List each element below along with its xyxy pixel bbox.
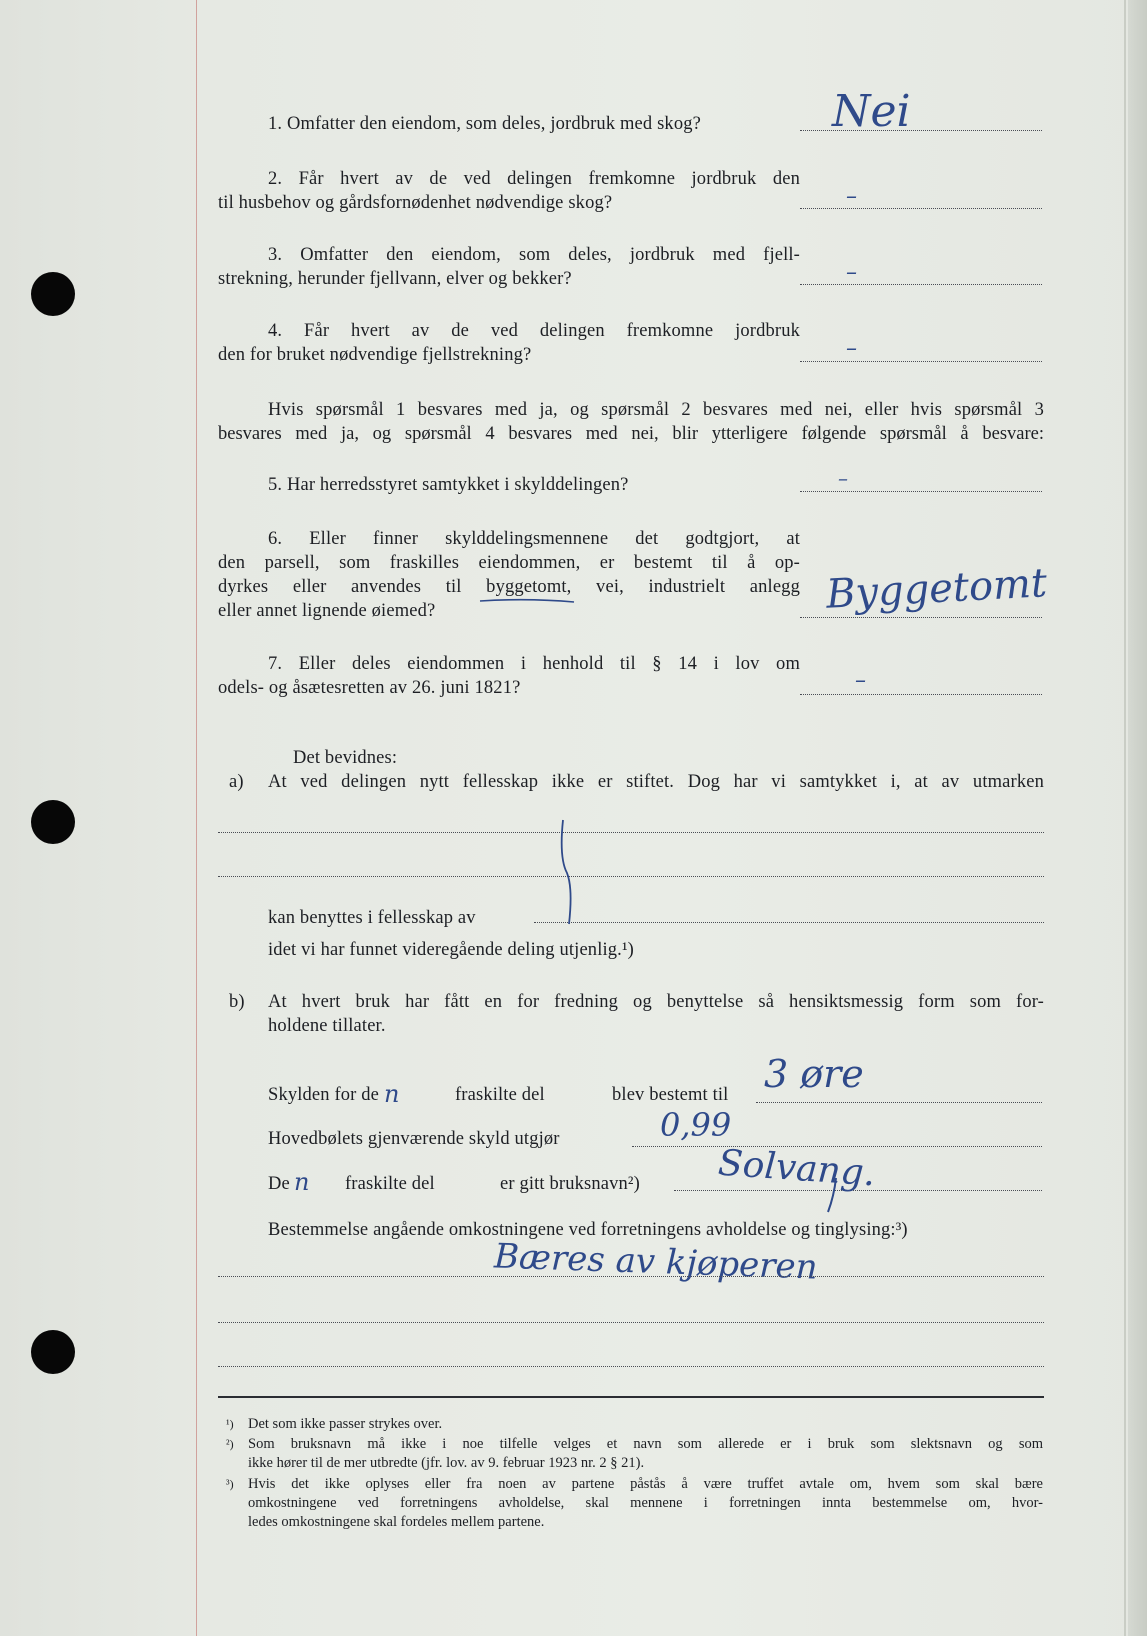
skylden-label-c: blev bestemt til (612, 1085, 729, 1105)
answer-q3: – (846, 260, 857, 285)
question-2-line2: til husbehov og gårdsfornødenhet nødvendige skog? (218, 193, 613, 213)
underline-mark (478, 596, 578, 606)
fill-line (218, 1366, 1044, 1367)
skylden-label-a: Skylden for de (268, 1085, 380, 1105)
answer-line (800, 491, 1042, 492)
question-6-line1: 6. Eller finner skylddelingsmennene det godtgjort, at (268, 529, 800, 549)
question-6-line3: dyrkes eller anvendes til byggetomt, vei, industrielt anlegg (218, 577, 800, 597)
fill-line (534, 922, 1044, 923)
fill-line (218, 832, 1044, 833)
condition-line2: besvares med ja, og spørsmål 4 besvares med nei, blir ytterligere følgende spørsmål å besvare: (218, 424, 1044, 444)
bruk-label-b: fraskilte del (345, 1174, 435, 1194)
question-4-line2: den for bruket nødvendige fjellstrekning? (218, 345, 532, 365)
question-4-line1: 4. Får hvert av de ved delingen fremkomne jordbruk (268, 321, 800, 341)
certify-heading: Det bevidnes: (293, 748, 398, 768)
item-a-label: a) (229, 772, 244, 792)
bruk-label-c: er gitt bruksnavn²) (500, 1174, 640, 1194)
answer-q1: Nei (832, 86, 911, 137)
question-6-line2: den parsell, som fraskilles eiendommen, er bestemt til å op- (218, 553, 800, 573)
bruk-hw-n: n (294, 1168, 310, 1196)
fill-line (218, 876, 1044, 877)
answer-q2: – (846, 184, 857, 209)
page-edge (1128, 0, 1147, 1636)
question-3-line1: 3. Omfatter den eiendom, som deles, jordbruk med fjell- (268, 245, 800, 265)
item-b-text2: holdene tillater. (268, 1016, 386, 1036)
skylden-label-b: fraskilte del (455, 1085, 545, 1105)
bracket-mark (555, 818, 585, 928)
omk-value: Bæres av kjøperen (493, 1236, 819, 1288)
fill-line (632, 1146, 1042, 1147)
condition-line1: Hvis spørsmål 1 besvares med ja, og spørsmål 2 besvares med nei, eller hvis spørsmål 3 (268, 400, 1044, 420)
item-a-line4: idet vi har funnet videregående deling utjenlig.¹) (268, 940, 634, 960)
hoved-label: Hovedbølets gjenværende skyld utgjør (268, 1129, 560, 1149)
question-2-line1: 2. Får hvert av de ved delingen fremkomne jordbruk den (268, 169, 800, 189)
skylden-value: 3 øre (764, 1052, 864, 1096)
answer-line (800, 284, 1042, 285)
footnote-1: ¹) Det som ikke passer strykes over. (226, 1416, 443, 1432)
question-7-line2: odels- og åsætesretten av 26. juni 1821? (218, 678, 521, 698)
punch-hole (31, 800, 75, 844)
question-6-line4: eller annet lignende øiemed? (218, 601, 436, 621)
fill-line (218, 1276, 1044, 1277)
fill-line (218, 1322, 1044, 1323)
question-1: 1. Omfatter den eiendom, som deles, jordbruk med skog? (268, 114, 701, 134)
footnote-3: ³) Hvis det ikke oplyses eller fra noen av partene påstås å være truffet avtale om, hvem som skal bære omkostningene ved forretningens avholdelse, skal mennene i forretningen innta bestemmelse om, hvor- ledes omkostningene skal fordeles mellem partene. (226, 1476, 1043, 1530)
punch-hole (31, 272, 75, 316)
answer-q6: Byggetomt (824, 560, 1049, 618)
answer-line (800, 361, 1042, 362)
bruk-value: Solvang. (716, 1142, 877, 1195)
omk-label: Bestemmelse angående omkostningene ved forretningens avholdelse og tinglysing:³) (268, 1220, 908, 1240)
question-3-line2: strekning, herunder fjellvann, elver og bekker? (218, 269, 572, 289)
question-5: 5. Har herredsstyret samtykket i skylddelingen? (268, 475, 629, 495)
footnote-divider (218, 1396, 1044, 1398)
page-crease (1124, 0, 1126, 1636)
punch-hole (31, 1330, 75, 1374)
answer-line (800, 694, 1042, 695)
answer-q7: – (855, 668, 866, 693)
question-7-line1: 7. Eller deles eiendommen i henhold til § 14 i lov om (268, 654, 800, 674)
item-b-text1: At hvert bruk har fått en for fredning og benyttelse så hensiktsmessig form som for- (268, 992, 1044, 1012)
item-b-label: b) (229, 992, 245, 1012)
ink-stroke (824, 1176, 844, 1216)
answer-q4: – (846, 336, 857, 361)
bruk-label-a: De (268, 1174, 290, 1194)
answer-q5: – (838, 466, 848, 490)
item-a-text: At ved delingen nytt fellesskap ikke er stiftet. Dog har vi samtykket i, at av utmarken (268, 772, 1044, 792)
item-a-line3: kan benyttes i fellesskap av (268, 908, 476, 928)
footnote-2: ²) Som bruksnavn må ikke i noe tilfelle velges et navn som allerede er i bruk som slektsnavn og som ikke hører til de mer utbredte (jfr. lov. av 9. februar 1923 nr. 2 § 21). (226, 1436, 1043, 1471)
answer-line (800, 208, 1042, 209)
skylden-hw-n: n (384, 1080, 400, 1108)
margin-line (196, 0, 197, 1636)
hoved-value: 0,99 (660, 1106, 732, 1144)
fill-line (756, 1102, 1042, 1103)
